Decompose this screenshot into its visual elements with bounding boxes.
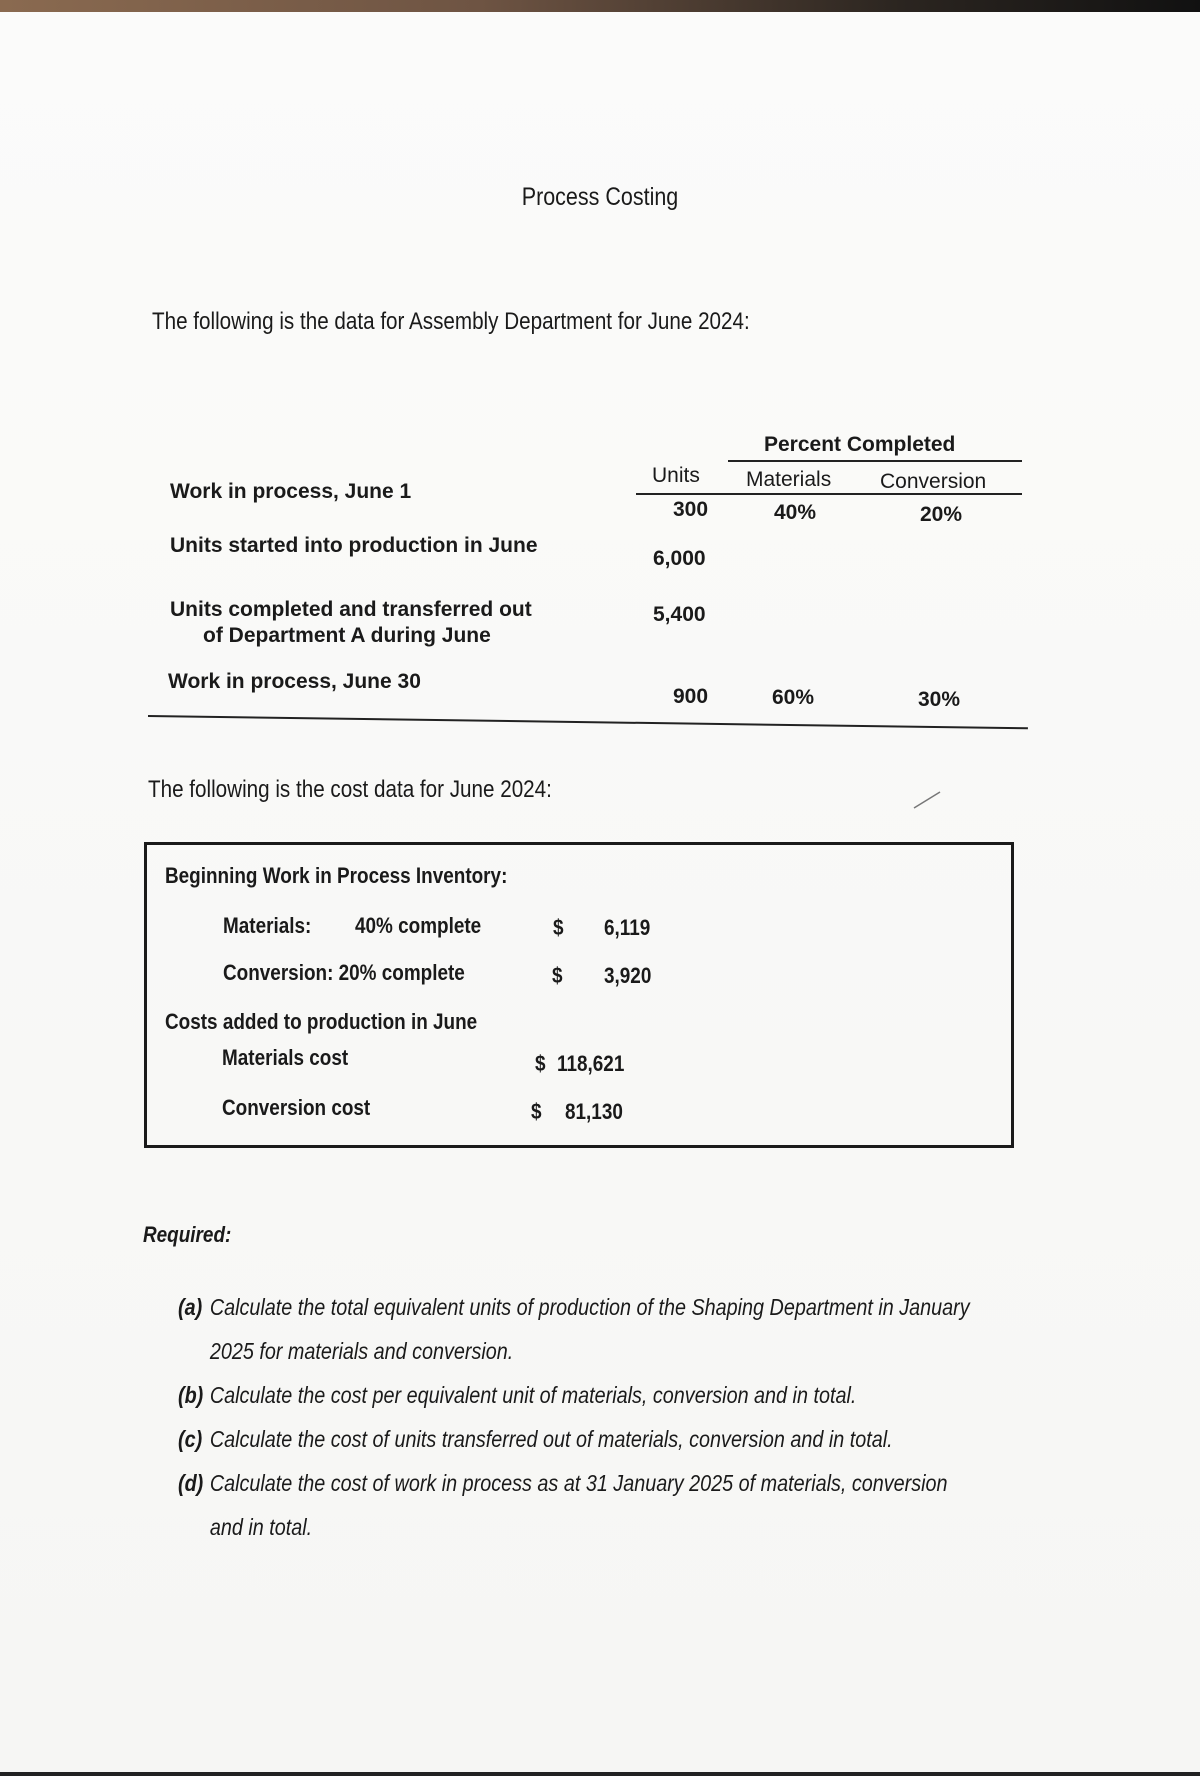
header-rule: [636, 493, 1022, 495]
beginning-materials-label: Materials:: [223, 913, 312, 938]
conversion-header: Conversion: [880, 470, 987, 493]
added-conversion-currency: $: [531, 1099, 542, 1124]
required-item-letter: (d): [178, 1470, 204, 1496]
cost-data-box: [144, 842, 1014, 1148]
added-conversion-amount: 81,130: [565, 1099, 623, 1124]
required-item-text: Calculate the total equivalent units of production of the Shaping Department in January: [209, 1294, 970, 1320]
required-heading: Required:: [143, 1222, 232, 1247]
row-units-units-started: 6,000: [653, 547, 706, 570]
required-item-text: Calculate the cost per equivalent unit of materials, conversion and in total.: [209, 1382, 857, 1408]
beginning-conversion-currency: $: [552, 963, 563, 988]
row-units-units-completed: 5,400: [653, 603, 706, 626]
units-table: [148, 430, 1028, 730]
row-label-units-completed-1: Units completed and transferred out: [170, 598, 532, 621]
document-title: Process Costing: [521, 183, 679, 211]
required-item-b: [178, 1373, 1004, 1417]
row-conversion-wip-june-1: 20%: [920, 503, 963, 526]
units-header: Units: [652, 464, 700, 487]
percent-completed-header: Percent Completed: [764, 433, 956, 456]
required-item-continuation: and in total.: [209, 1514, 313, 1540]
materials-header: Materials: [746, 468, 832, 491]
beginning-materials-currency: $: [553, 915, 564, 940]
row-label-wip-june-30: Work in process, June 30: [168, 670, 421, 693]
row-label-units-completed-2: of Department A during June: [203, 624, 491, 647]
required-item-text: Calculate the cost of units transferred out of materials, conversion and in total.: [209, 1426, 893, 1452]
beginning-conversion-label: Conversion: 20% complete: [223, 960, 465, 985]
row-materials-wip-june-30: 60%: [772, 686, 815, 709]
required-item-letter: (a): [178, 1294, 203, 1320]
required-item-a: [178, 1285, 1004, 1373]
photo-top-edge: [0, 0, 1200, 12]
added-materials-label: Materials cost: [222, 1045, 349, 1070]
cost-intro-text: The following is the cost data for June 2024:: [148, 776, 552, 803]
row-label-units-started: Units started into production in June: [170, 534, 538, 557]
costs-added-heading: Costs added to production in June: [165, 1009, 478, 1034]
added-materials-currency: $: [535, 1051, 546, 1076]
required-item-c: [178, 1417, 1004, 1461]
added-conversion-label: Conversion cost: [222, 1095, 371, 1120]
required-item-letter: (b): [178, 1382, 204, 1408]
beginning-materials-amount: 6,119: [604, 915, 651, 940]
row-units-wip-june-1: 300: [673, 498, 709, 521]
required-item-d: [178, 1461, 1004, 1549]
required-item-text: Calculate the cost of work in process as at 31 January 2025 of materials, conversion: [209, 1470, 948, 1496]
required-item-letter: (c): [178, 1426, 203, 1452]
beginning-materials-detail: 40% complete: [355, 913, 482, 938]
row-conversion-wip-june-30: 30%: [918, 688, 961, 711]
row-materials-wip-june-1: 40%: [774, 501, 817, 524]
added-materials-amount: 118,621: [557, 1051, 625, 1076]
row-units-wip-june-30: 900: [673, 685, 709, 708]
row-label-wip-june-1: Work in process, June 1: [170, 480, 412, 503]
required-item-continuation: 2025 for materials and conversion.: [209, 1338, 514, 1364]
required-list: [178, 1285, 1138, 1549]
photo-bottom-edge: [0, 1772, 1200, 1776]
table-bottom-rule: [148, 715, 1028, 729]
percent-completed-rule: [728, 460, 1022, 462]
pencil-mark-icon: [912, 790, 942, 810]
beginning-conversion-amount: 3,920: [604, 963, 652, 988]
beginning-wip-heading: Beginning Work in Process Inventory:: [165, 863, 508, 888]
intro-text: The following is the data for Assembly Department for June 2024:: [152, 308, 750, 335]
